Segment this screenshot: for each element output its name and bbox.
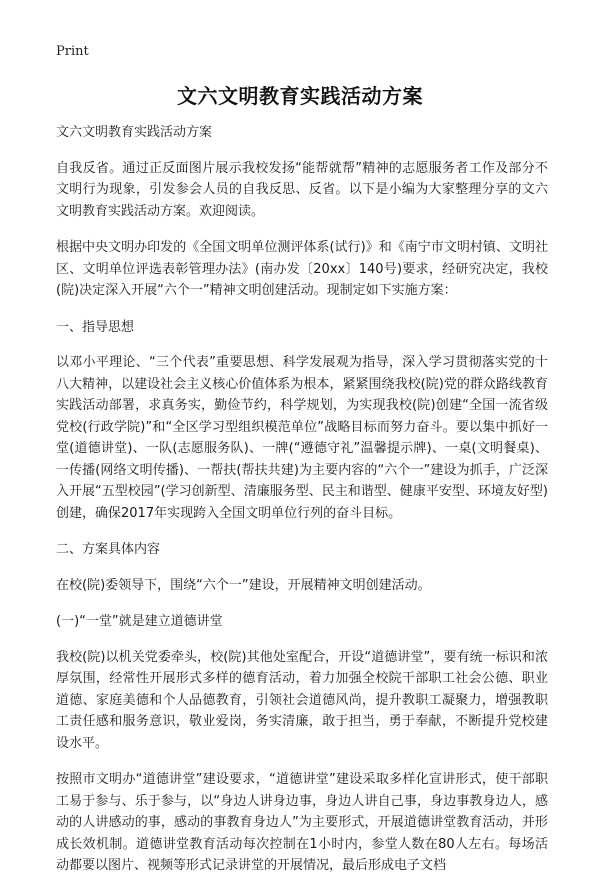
requirements-paragraph: 按照市文明办“道德讲堂”建设要求，“道德讲堂”建设采取多样化宣讲形式，使干部职工易于参与、乐于参与，以“身边人讲身边事，身边人讲自己事，身边事教身边人，感动的人讲感动的事，感动的事教育身边人”为主要形式，开展道德讲堂教育活动，并形成长效机制。道德讲堂教育活动每次控制在1小时内，参堂人数在80人左右。每场活动都要以图片、视频等形式记录讲堂的开展情况，最后形成电子文档 <box>56 772 548 873</box>
intro-paragraph: 自我反省。通过正反面图片展示我校发扬“能帮就帮”精神的志愿服务者工作及部分不文明行为现象，引发参会人员的自我反思、反省。以下是小编为大家整理分享的文六文明教育实践活动方案。欢迎阅读。 <box>56 160 548 219</box>
lecture-hall-paragraph: 我校(院)以机关党委牵头，校(院)其他处室配合，开设“道德讲堂”，要有统一标识和浓厚氛围，经常性开展形式多样的德育活动，着力加强全校院干部职工社会公德、职业道德、家庭美德和个人品德教育，引领社会道德风尚，提升教职工凝聚力，增强教职工责任感和服务意识，敬业爱岗，务实清廉，敢于担当，勇于奉献，不断提升党校建设水平。 <box>56 649 548 751</box>
section-heading-guiding-ideology: 一、指导思想 <box>56 319 135 335</box>
section-heading-plan-content: 二、方案具体内容 <box>56 542 161 557</box>
basis-paragraph: 根据中央文明办印发的《全国文明单位测评体系(试行)》和《南宁市文明村镇、文明社区、文明单位评选表彰管理办法》(南办发〔20xx〕140号)要求，经研究决定，我校(院)决定深入开展“六个一”精神文明创建活动。现制定如下实施方案： <box>56 240 548 298</box>
print-label: Print <box>56 44 89 59</box>
leadership-paragraph: 在校(院)委领导下，围绕“六个一”建设，开展精神文明创建活动。 <box>56 577 431 593</box>
sub-heading-lecture-hall: (一)“一堂”就是建立道德讲堂 <box>56 614 223 629</box>
document-body <box>56 122 548 892</box>
guiding-ideology-paragraph: 以邓小平理论、“三个代表”重要思想、科学发展观为指导，深入学习贯彻落实党的十八大精神，以建设社会主义核心价值体系为根本，紧紧围绕我校(院)党的群众路线教育实践活动部署，求真务实，勤俭节约，科学规划，为实现我校(院)创建“全国一流省级党校(行政学院)”和“全区学习型组织模范单位”战略目标而努力奋斗。要以集中抓好一堂(道德讲堂)、一队(志愿服务队)、一牌(“遵德守礼”温馨提示牌)、一桌(文明餐桌)、一传播(网络文明传播)、一帮扶(帮扶共建)为主要内容的“六个一”建设为抓手，广泛深入开展“五型校园”(学习创新型、清廉服务型、民主和谐型、健康平安型、环境友好型)创建，确保2017年实现跨入全国文明单位行列的奋斗目标。 <box>56 355 548 521</box>
document-title: 文六文明教育实践活动方案 <box>177 84 423 108</box>
document-subtitle: 文六文明教育实践活动方案 <box>56 125 213 140</box>
